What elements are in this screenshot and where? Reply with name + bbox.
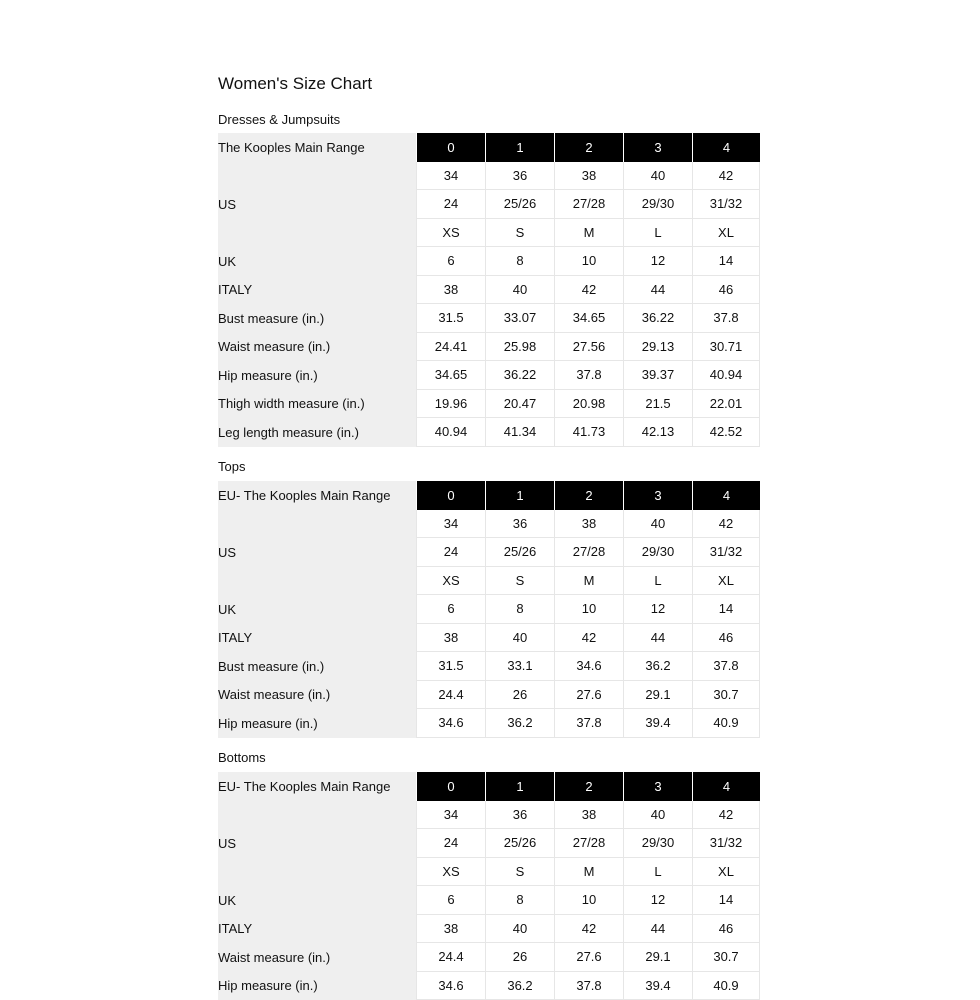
table-row	[218, 595, 760, 624]
row-label: Hip measure (in.)	[218, 709, 416, 738]
size-value-cell: 38	[554, 801, 623, 830]
size-value-cell: 14	[692, 886, 760, 915]
size-value-cell: 36	[485, 510, 554, 539]
table-row	[218, 276, 760, 305]
size-value-cell: 34.6	[416, 709, 485, 738]
size-value-cell: 40.9	[692, 972, 760, 1000]
table-row	[218, 162, 760, 191]
size-value-cell: 25/26	[485, 829, 554, 858]
size-header-cell: 3	[623, 481, 692, 510]
size-header-cell: 1	[485, 133, 554, 162]
table-row	[218, 304, 760, 333]
table-row	[218, 652, 760, 681]
size-value-cell: 33.07	[485, 304, 554, 333]
size-value-cell: 34.65	[554, 304, 623, 333]
size-header-cell: 0	[416, 772, 485, 801]
size-value-cell: 40	[623, 510, 692, 539]
size-header-cell: 0	[416, 481, 485, 510]
size-header-cell: 1	[485, 772, 554, 801]
table-row	[218, 510, 760, 539]
size-value-cell: 46	[692, 276, 760, 305]
row-label	[218, 567, 416, 596]
table-row	[218, 943, 760, 972]
size-value-cell: 39.4	[623, 709, 692, 738]
size-value-cell: M	[554, 219, 623, 248]
table-row	[218, 538, 760, 567]
row-label: Hip measure (in.)	[218, 361, 416, 390]
size-value-cell: 38	[416, 915, 485, 944]
size-value-cell: 37.8	[554, 972, 623, 1000]
size-header-cell: 1	[485, 481, 554, 510]
size-value-cell: 36	[485, 801, 554, 830]
size-table	[218, 772, 760, 1000]
size-value-cell: L	[623, 219, 692, 248]
size-value-cell: 30.7	[692, 681, 760, 710]
size-value-cell: 14	[692, 247, 760, 276]
size-header-cell: 4	[692, 772, 760, 801]
size-value-cell: 41.34	[485, 418, 554, 447]
page-title: Women's Size Chart	[218, 74, 372, 94]
size-value-cell: 37.8	[692, 652, 760, 681]
size-value-cell: 31/32	[692, 538, 760, 567]
size-value-cell: XS	[416, 858, 485, 887]
size-value-cell: 36.2	[623, 652, 692, 681]
size-value-cell: 42	[554, 624, 623, 653]
size-header-cell: 2	[554, 133, 623, 162]
size-header-cell: 2	[554, 772, 623, 801]
size-value-cell: 24.4	[416, 943, 485, 972]
size-value-cell: 26	[485, 943, 554, 972]
size-value-cell: 27/28	[554, 829, 623, 858]
row-label	[218, 858, 416, 887]
row-label: US	[218, 190, 416, 219]
row-label: UK	[218, 595, 416, 624]
size-value-cell: 34	[416, 510, 485, 539]
size-value-cell: 40.94	[692, 361, 760, 390]
size-value-cell: 14	[692, 595, 760, 624]
size-value-cell: 22.01	[692, 390, 760, 419]
size-value-cell: 42	[692, 162, 760, 191]
size-value-cell: 30.7	[692, 943, 760, 972]
size-header-cell: 3	[623, 772, 692, 801]
table-header-row	[218, 133, 760, 162]
table-row	[218, 247, 760, 276]
row-label: ITALY	[218, 624, 416, 653]
size-value-cell: 42	[692, 510, 760, 539]
size-header-cell: 4	[692, 133, 760, 162]
table-row	[218, 829, 760, 858]
section-title: Dresses & Jumpsuits	[218, 112, 340, 128]
size-value-cell: 29/30	[623, 538, 692, 567]
size-value-cell: 36.22	[623, 304, 692, 333]
size-value-cell: 38	[554, 510, 623, 539]
row-label: Bust measure (in.)	[218, 304, 416, 333]
size-value-cell: 36	[485, 162, 554, 191]
size-value-cell: 27.6	[554, 943, 623, 972]
table-row	[218, 333, 760, 362]
size-value-cell: 27/28	[554, 190, 623, 219]
table-header-row	[218, 481, 760, 510]
row-label: US	[218, 829, 416, 858]
size-value-cell: XL	[692, 858, 760, 887]
size-value-cell: 24	[416, 829, 485, 858]
table-header-row	[218, 772, 760, 801]
size-value-cell: XS	[416, 219, 485, 248]
size-value-cell: 34	[416, 162, 485, 191]
size-value-cell: 27.56	[554, 333, 623, 362]
table-row	[218, 567, 760, 596]
row-label: Thigh width measure (in.)	[218, 390, 416, 419]
size-value-cell: 42.13	[623, 418, 692, 447]
size-value-cell: M	[554, 567, 623, 596]
table-row	[218, 886, 760, 915]
size-value-cell: 42.52	[692, 418, 760, 447]
size-value-cell: 29.1	[623, 681, 692, 710]
size-value-cell: 38	[554, 162, 623, 191]
size-value-cell: 36.2	[485, 972, 554, 1000]
row-label: Waist measure (in.)	[218, 943, 416, 972]
size-value-cell: 34.6	[416, 972, 485, 1000]
size-value-cell: 29.13	[623, 333, 692, 362]
size-header-cell: 0	[416, 133, 485, 162]
size-value-cell: 24.41	[416, 333, 485, 362]
size-value-cell: 40.9	[692, 709, 760, 738]
size-value-cell: 6	[416, 595, 485, 624]
size-value-cell: S	[485, 219, 554, 248]
size-value-cell: 40	[623, 162, 692, 191]
size-value-cell: 42	[554, 276, 623, 305]
table-row	[218, 624, 760, 653]
table-row	[218, 915, 760, 944]
size-value-cell: 10	[554, 247, 623, 276]
size-value-cell: L	[623, 567, 692, 596]
size-value-cell: 20.98	[554, 390, 623, 419]
size-value-cell: 30.71	[692, 333, 760, 362]
row-label	[218, 162, 416, 191]
size-value-cell: 25/26	[485, 190, 554, 219]
size-value-cell: 36.2	[485, 709, 554, 738]
size-value-cell: M	[554, 858, 623, 887]
table-row	[218, 361, 760, 390]
size-value-cell: 25.98	[485, 333, 554, 362]
size-table	[218, 481, 760, 738]
size-value-cell: 8	[485, 595, 554, 624]
row-label	[218, 801, 416, 830]
section-title: Tops	[218, 459, 245, 475]
size-value-cell: 40	[485, 915, 554, 944]
table-row	[218, 858, 760, 887]
size-value-cell: 36.22	[485, 361, 554, 390]
row-label: US	[218, 538, 416, 567]
row-label	[218, 510, 416, 539]
size-value-cell: 10	[554, 595, 623, 624]
size-value-cell: 46	[692, 624, 760, 653]
size-value-cell: 31/32	[692, 190, 760, 219]
size-value-cell: L	[623, 858, 692, 887]
size-value-cell: 34.65	[416, 361, 485, 390]
size-value-cell: 19.96	[416, 390, 485, 419]
size-value-cell: 38	[416, 624, 485, 653]
size-value-cell: 8	[485, 886, 554, 915]
row-label: Hip measure (in.)	[218, 972, 416, 1000]
size-value-cell: 46	[692, 915, 760, 944]
table-row	[218, 390, 760, 419]
table-row	[218, 418, 760, 447]
size-value-cell: 24	[416, 190, 485, 219]
size-value-cell: 44	[623, 915, 692, 944]
size-value-cell: 20.47	[485, 390, 554, 419]
size-value-cell: 8	[485, 247, 554, 276]
size-value-cell: 6	[416, 886, 485, 915]
size-value-cell: 37.8	[692, 304, 760, 333]
size-value-cell: 25/26	[485, 538, 554, 567]
size-value-cell: 12	[623, 595, 692, 624]
size-value-cell: 12	[623, 247, 692, 276]
row-label: ITALY	[218, 276, 416, 305]
size-value-cell: 10	[554, 886, 623, 915]
size-header-cell: 4	[692, 481, 760, 510]
size-value-cell: XL	[692, 567, 760, 596]
size-value-cell: 42	[692, 801, 760, 830]
range-label: The Kooples Main Range	[218, 133, 416, 162]
size-value-cell: S	[485, 858, 554, 887]
row-label: UK	[218, 886, 416, 915]
table-row	[218, 190, 760, 219]
size-value-cell: 42	[554, 915, 623, 944]
size-value-cell: 41.73	[554, 418, 623, 447]
size-value-cell: 33.1	[485, 652, 554, 681]
size-value-cell: 37.8	[554, 361, 623, 390]
size-value-cell: 29.1	[623, 943, 692, 972]
size-value-cell: 27/28	[554, 538, 623, 567]
size-value-cell: 40	[623, 801, 692, 830]
table-row	[218, 219, 760, 248]
row-label: UK	[218, 247, 416, 276]
size-value-cell: 31.5	[416, 652, 485, 681]
size-value-cell: S	[485, 567, 554, 596]
size-value-cell: 34.6	[554, 652, 623, 681]
row-label: Leg length measure (in.)	[218, 418, 416, 447]
row-label	[218, 219, 416, 248]
row-label: Waist measure (in.)	[218, 333, 416, 362]
size-value-cell: 38	[416, 276, 485, 305]
size-value-cell: 27.6	[554, 681, 623, 710]
size-header-cell: 3	[623, 133, 692, 162]
size-value-cell: 40.94	[416, 418, 485, 447]
size-value-cell: 26	[485, 681, 554, 710]
size-value-cell: 39.37	[623, 361, 692, 390]
size-value-cell: 40	[485, 624, 554, 653]
section-title: Bottoms	[218, 750, 266, 766]
size-value-cell: 40	[485, 276, 554, 305]
size-value-cell: 34	[416, 801, 485, 830]
size-value-cell: XS	[416, 567, 485, 596]
size-value-cell: 44	[623, 624, 692, 653]
size-value-cell: 44	[623, 276, 692, 305]
size-value-cell: 31/32	[692, 829, 760, 858]
size-value-cell: 24	[416, 538, 485, 567]
table-row	[218, 681, 760, 710]
size-value-cell: 37.8	[554, 709, 623, 738]
size-value-cell: 12	[623, 886, 692, 915]
size-value-cell: 29/30	[623, 190, 692, 219]
size-value-cell: 6	[416, 247, 485, 276]
table-row	[218, 709, 760, 738]
table-row	[218, 972, 760, 1000]
table-row	[218, 801, 760, 830]
row-label: Bust measure (in.)	[218, 652, 416, 681]
size-table	[218, 133, 760, 447]
size-value-cell: 39.4	[623, 972, 692, 1000]
range-label: EU- The Kooples Main Range	[218, 481, 416, 510]
size-header-cell: 2	[554, 481, 623, 510]
size-value-cell: 21.5	[623, 390, 692, 419]
row-label: Waist measure (in.)	[218, 681, 416, 710]
range-label: EU- The Kooples Main Range	[218, 772, 416, 801]
size-value-cell: 31.5	[416, 304, 485, 333]
size-value-cell: 24.4	[416, 681, 485, 710]
row-label: ITALY	[218, 915, 416, 944]
size-value-cell: XL	[692, 219, 760, 248]
size-value-cell: 29/30	[623, 829, 692, 858]
